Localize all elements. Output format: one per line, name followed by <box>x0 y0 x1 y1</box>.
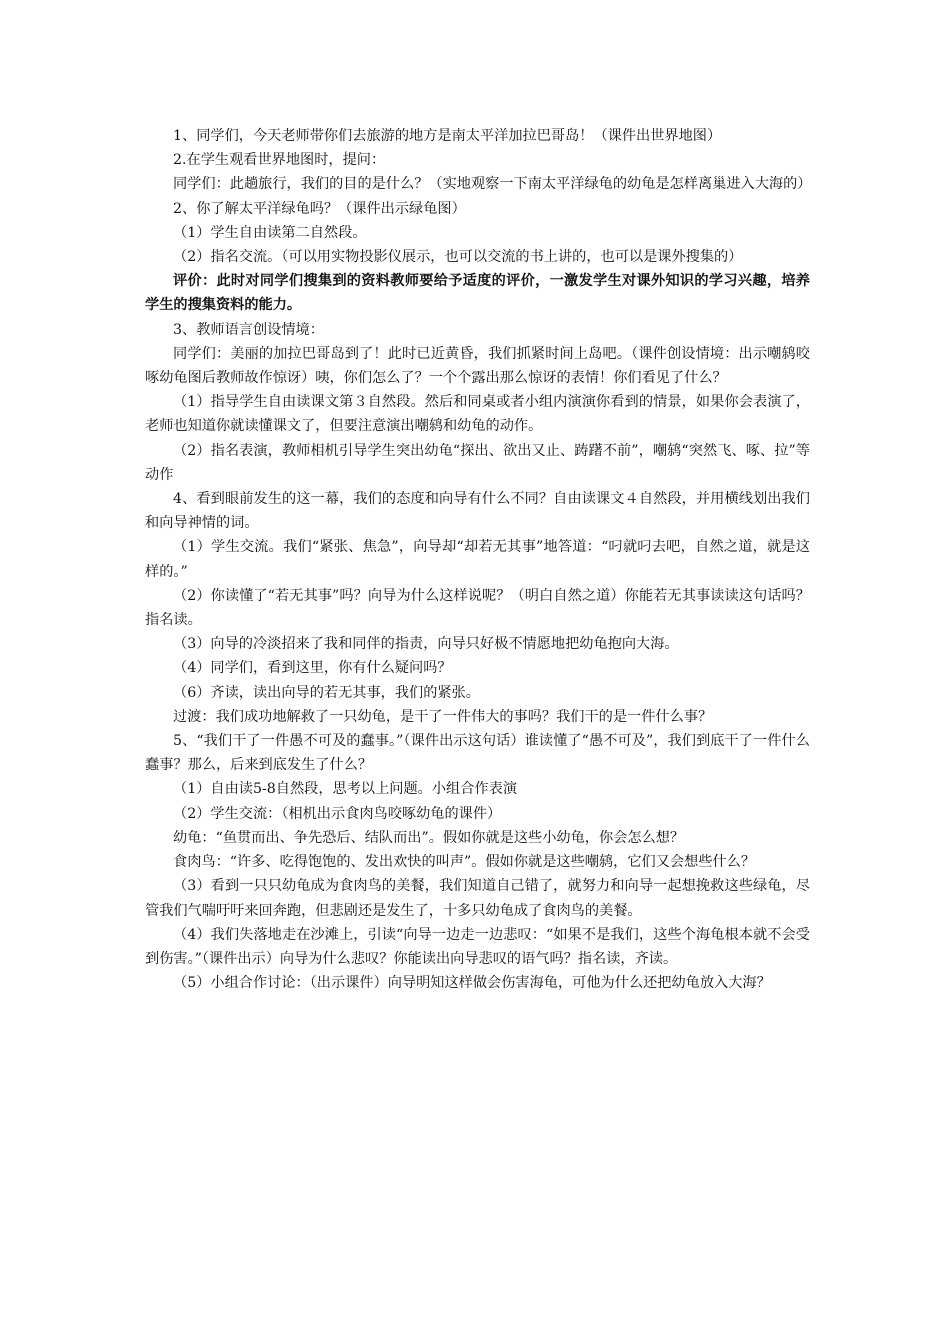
paragraph: 4、看到眼前发生的这一幕，我们的态度和向导有什么不同？自由读课文４自然段，并用横线划出我们和向导神情的词。 <box>145 491 810 532</box>
paragraph: （2）学生交流：（相机出示食肉鸟咬啄幼龟的课件） <box>173 805 502 822</box>
paragraph: 过渡：我们成功地解救了一只幼龟，是干了一件伟大的事吗？我们干的是一件什么事？ <box>173 708 713 725</box>
paragraph: 3、教师语言创设情境： <box>173 321 324 338</box>
paragraph: （3）看到一只只幼龟成为食肉鸟的美餐，我们知道自己错了，就努力和向导一起想挽救这些绿龟，尽管我们气喘吁吁来回奔跑，但悲剧还是发生了，十多只幼龟成了食肉鸟的美餐。 <box>145 878 810 919</box>
paragraph: 2.在学生观看世界地图时，提问： <box>173 152 386 169</box>
document-page <box>145 124 810 995</box>
paragraph: （1）学生交流。我们“紧张、焦急”，向导却“却若无其事”地答道：“叼就叼去吧，自然之道，就是这样的。” <box>145 539 810 580</box>
paragraph: 2、你了解太平洋绿龟吗？（课件出示绿龟图） <box>173 200 466 217</box>
paragraph: （2）你读懂了“若无其事”吗？向导为什么这样说呢？（明白自然之道）你能若无其事读读这句话吗？指名读。 <box>145 587 810 629</box>
paragraph: （4）同学们，看到这里，你有什么疑问吗？ <box>173 660 452 677</box>
paragraph: 食肉鸟：“许多、吃得饱饱的、发出欢快的叫声”。假如你就是这些嘲鸫，它们又会想些什么？ <box>173 854 756 871</box>
paragraph: （5）小组合作讨论：（出示课件）向导明知这样做会伤害海龟，可他为什么还把幼龟放入大海？ <box>173 975 771 992</box>
paragraph: （6）齐读，读出向导的若无其事，我们的紧张。 <box>173 684 480 701</box>
paragraph: （4）我们失落地走在沙滩上，引读“向导一边走一边悲叹：“如果不是我们，这些个海龟根本就不会受到伤害。”（课件出示）向导为什么悲叹？你能读出向导悲叹的语气吗？指名读，齐读。 <box>145 926 810 967</box>
paragraph: （1）学生自由读第二自然段。 <box>173 224 367 241</box>
paragraph: 幼龟：“鱼贯而出、争先恐后、结队而出”。假如你就是这些小幼龟，你会怎么想？ <box>173 829 685 846</box>
paragraph: 1、同学们，今天老师带你们去旅游的地方是南太平洋加拉巴哥岛！（课件出世界地图） <box>173 128 722 144</box>
paragraph: 同学们：美丽的加拉巴哥岛到了！此时已近黄昏，我们抓紧时间上岛吧。（课件创设情境：出示嘲鸫咬啄幼龟图后教师故作惊讶）咦，你们怎么了？一个个露出那么惊讶的表情！你们看见了什么？ <box>145 345 810 387</box>
paragraph: （1）自由读5-8自然段，思考以上问题。小组合作表演 <box>173 781 518 798</box>
evaluation-paragraph: 评价：此时对同学们搜集到的资料教师要给予适度的评价，一激发学生对课外知识的学习兴趣，培养学生的搜集资料的能力。 <box>145 273 810 314</box>
paragraph: 5、“我们干了一件愚不可及的蠢事。”（课件出示这句话）谁读懂了“愚不可及”，我们到底干了一件什么蠢事？那么，后来到底发生了什么？ <box>145 733 810 774</box>
paragraph: 同学们：此趟旅行，我们的目的是什么？（实地观察一下南太平洋绿龟的幼龟是怎样离巢进入大海的） <box>173 176 812 193</box>
paragraph: （2）指名交流。（可以用实物投影仪展示，也可以交流的书上讲的，也可以是课外搜集的） <box>173 249 743 266</box>
paragraph: （1）指导学生自由读课文第３自然段。然后和同桌或者小组内演演你看到的情景，如果你会表演了，老师也知道你就读懂课文了，但要注意演出嘲鸫和幼龟的动作。 <box>145 394 810 435</box>
paragraph: （2）指名表演，教师相机引导学生突出幼龟“探出、欲出又止、踌躇不前”，嘲鸫“突然飞、啄、拉”等动作 <box>145 442 810 483</box>
paragraph: （3）向导的冷淡招来了我和同伴的指责，向导只好极不情愿地把幼龟抱向大海。 <box>173 636 679 653</box>
